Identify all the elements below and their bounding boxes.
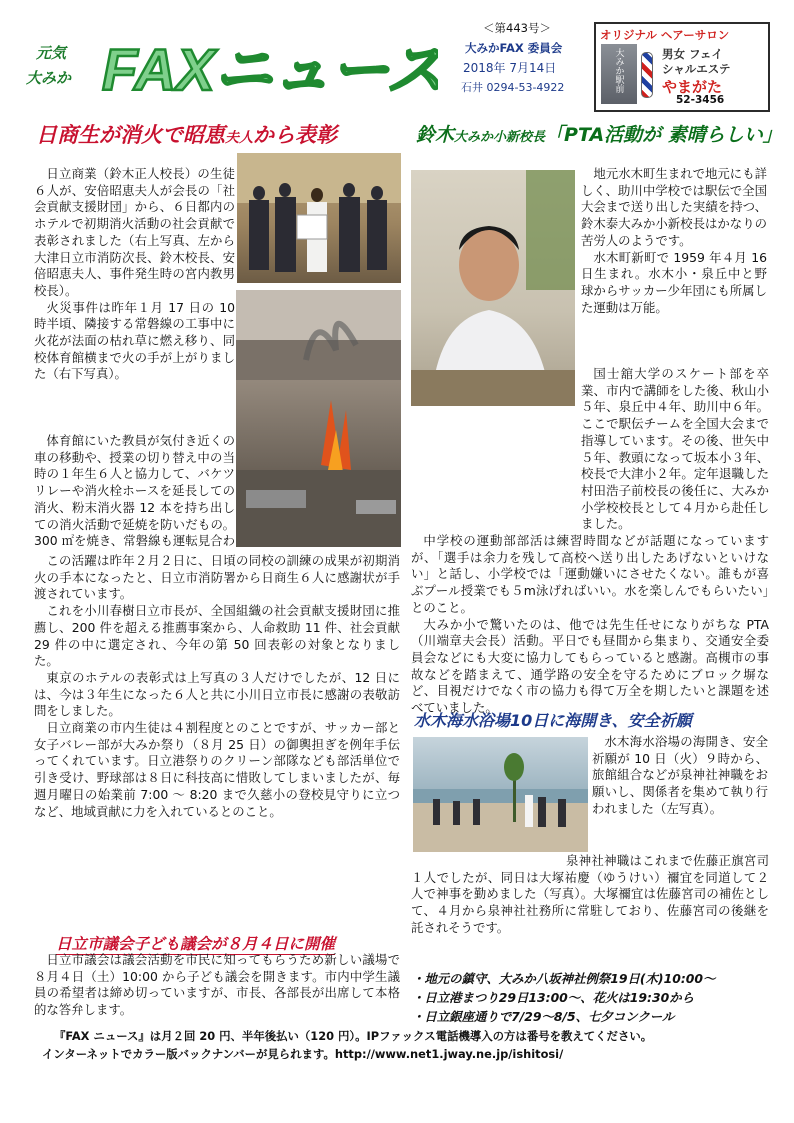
article1-body (34, 553, 400, 820)
headline-small: 夫人 (225, 130, 253, 146)
headline-part: 「PTA活動が 素晴らしい」 (545, 124, 782, 146)
ad-line-3: シャルエステ (662, 62, 731, 76)
article2-para-2: 水木町新町で 1959 年４月 16 日生まれ。水木小・泉丘中と野球からサッカー少年団にも所属した運動は万能。 (581, 249, 767, 315)
article4-para-1: 日立市議会は議会活動を市民に知ってもらうため新しい議場で８月４日（土）10:00 から子ども議会を開きます。市内中学生議員の希望者は締め切っていますが、市長、各部長が出席して本格的な答弁します。 (34, 952, 400, 1018)
ad-line-1: オリジナル ヘアーサロン (600, 28, 730, 42)
ad-phone: 52-3456 (676, 94, 725, 106)
article1-para-1: 日立商業（鈴木正人校長）の生徒６人が、安倍昭恵夫人が会長の「社会貢献支援財団」から、６日都内のホテルで初期消火活動の社会貢献で表彰されました（右上写真、左から大津日立市消防次長、鈴木校長、安倍昭恵夫人、事件発生時の宮内教男校長）。 (34, 166, 235, 298)
issue-number: ＜第443号＞ (483, 21, 551, 35)
article2-para-4: 中学校の運動部部活は練習時間などが話題になっていますが、「選手は余力を残して高校へ送り出したあげないといけない」と話し、小学校では「運動嫌いにさせたくない。誰もが喜ぶプール授業でも５m泳げればいい。水を楽しんでもらいたい」とのこと。 (411, 533, 769, 615)
ad-line-2: 男女 フェイ (662, 47, 723, 61)
ad-shop-name: やまがた (662, 78, 723, 96)
footer-subscription: 『FAX ニュース』は月２回 20 円、半年後払い（120 円）。IPファックス電話機導入の方は番号を教えてください。 (54, 1029, 653, 1043)
masthead-left (26, 42, 86, 88)
article1-column (34, 166, 235, 383)
article1-para-7: 日立商業の市内生徒は４割程度とのことですが、サッカー部と女子バレー部が大みか祭り（８月 25 日）の御輿担ぎを例年手伝ってくれています。日立港祭りのクリーン部隊なども部活単位で引き受け、野球部は８日に科技高に惜敗してしまいましたが、毎週月曜日の始業前 7:00 ～ 8:20 まで久慈小の登校見守りに立つなど、地域貢献に力を入れているとのこと。 (34, 720, 400, 819)
article2-body (411, 366, 769, 717)
footer-web-text: インターネットでカラー版バックナンバーが見られます。 (42, 1047, 335, 1061)
article4-body (34, 952, 400, 1019)
article1-para-3: 体育館にいた教員が気付き近くの車の移動や、授業の切り替え中の当時の１年生６人と協力して、バケツリレーや消火栓ホースを延長しての消火、粉末消火器 12 本を持ち出しての消火活動で延焼を防いだもの。300 ㎡を焼き、常磐線も運転見合わ (34, 433, 235, 549)
barber-pole-icon (641, 52, 653, 98)
headline-part: 日商生が消火で昭恵 (36, 123, 225, 147)
issue-info (455, 18, 585, 98)
article2-para-5: 大みか小で驚いたのは、他では先生任せになりがちな PTA（川端章夫会長）活動。平日でも昼間から集まり、交通安全委員会などにも大変に協力してもらっていると感謝。高槻市の事故などを踏まえて、通学路の安全を守るためにブロック塀など、目視だけでなく市の協力も得て万全を期したいと課題を述べていました。 (411, 616, 769, 716)
masthead-tagline-2: 大みか (26, 69, 72, 87)
beach-photo-scene (413, 737, 588, 852)
article4-headline: 日立市議会子ども議会が８月４日に開催 (56, 932, 335, 955)
headline-part: 鈴木 (416, 124, 455, 146)
article3-para-1: 水木海水浴場の海開き、安全祈願が 10 日（火）９時から、旅館組合などが泉神社神職をお願いし、関係者を集めて執り行われました（左写真）。 (592, 734, 768, 816)
salon-ad (594, 22, 770, 112)
footer (42, 1027, 782, 1063)
article1-column-cont (34, 433, 235, 551)
contact-phone: 石井 0294-53-4922 (461, 81, 565, 94)
event-item: ・日立銀座通りで7/29～8/5、七夕コンクール (412, 1009, 675, 1024)
award-ceremony-photo (237, 153, 401, 283)
article1-para-4: この活躍は昨年２月２日に、日頃の同校の訓練の成果が初期消火の手本になったと、日立市消防署から日商生６人に感謝状が手渡されています。 (34, 553, 400, 602)
article1-para-2: 火災事件は昨年１月 17 日の 10 時半頃、隣接する常磐線の工事中に火花が法面の枯れ草に燃え移り、同校体育館横まで火の手が上がりました（右下写真）。 (34, 299, 235, 382)
logo-graphic (98, 32, 438, 102)
article2-headline (416, 120, 782, 147)
article1-para-5: これを小川春樹日立市長が、全国組織の社会貢献支援財団に推薦し、200 件を超える推薦事案から、人命救助 11 件、社会貢献 29 件の中に選定され、今年の第 50 回表彰の対象となりました。 (34, 603, 400, 669)
events-list (412, 969, 772, 1026)
footer-web (42, 1045, 782, 1063)
fire-photo-scene (236, 290, 401, 547)
issue-date: 2018年 7月14日 (463, 61, 557, 75)
publisher: 大みかFAX 委員会 (465, 41, 563, 55)
article3-para-2: 泉神社神職はこれまで佐藤正旗宮司１人でしたが、同日は大塚祐慶（ゆうけい）禰宜を同道して２人で神事を勤めました（写真）。大塚禰宜は佐藤宮司の補佐として、４月から泉神社社務所に常駐しており、佐藤宮司の後継を託されそうです。 (411, 853, 769, 935)
ad-side-text: 大みか駅前 (613, 48, 624, 93)
article2-column (581, 166, 767, 316)
ad-photo (601, 44, 637, 104)
article1-headline (36, 119, 337, 149)
beach-ceremony-photo (413, 737, 588, 852)
article3-column (592, 734, 768, 818)
article1-para-6: 東京のホテルの表彰式は上写真の３人だけでしたが、12 日には、今は３年生になった６人と共に小川日立市長に感謝の表敬訪問をしました。 (34, 669, 400, 719)
article2-para-3: 国士舘大学のスケート部を卒業、市内で講師をした後、秋山小５年、泉丘中４年、助川中６年。ここで駅伝チームを全国大会まで指導しています。その後、世矢中５年、教頭になって坂本小３年、校長で大津小２年。定年退職した村田浩子前校長の後任に、大みか小学校校長として４月から赴任しました。 (581, 366, 769, 532)
fire-scene-photo (236, 290, 401, 547)
masthead-tagline-1: 元気 (36, 44, 67, 62)
masthead-logo (98, 32, 438, 102)
article2-para-1: 地元水木町生まれで地元にも詳しく、助川中学校では駅伝で全国大会まで送り出した実績を持つ、鈴木泰大みか小新校長はかなりの苦労人のようです。 (581, 166, 767, 248)
event-item: ・地元の鎮守、大みか八坂神社例祭19日(木)10:00～ (412, 971, 716, 986)
event-item: ・日立港まつり29日13:00～、花火は19:30から (412, 990, 694, 1005)
article3-body (411, 853, 769, 937)
backnumber-link[interactable]: http://www.net1.jway.ne.jp/ishitosi/ (334, 1047, 564, 1061)
headline-part: から表彰 (253, 123, 337, 147)
award-photo-figures (237, 153, 401, 283)
article3-headline: 水木海水浴場10日に海開き、安全祈願 (414, 711, 692, 730)
headline-small: 大みか小新校長 (454, 130, 546, 145)
logo-text: FAXニュース (102, 38, 438, 102)
